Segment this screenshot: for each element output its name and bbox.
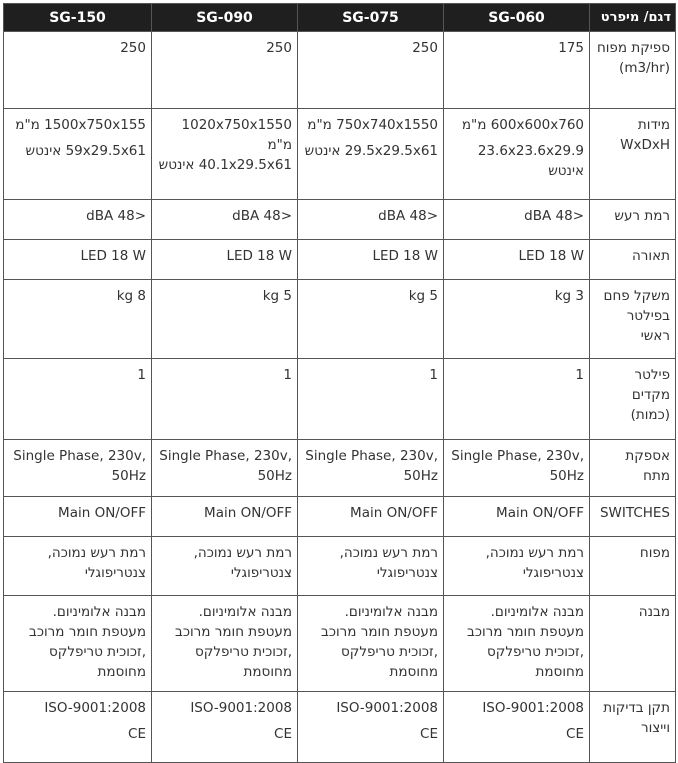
cell-dimensions-sg075 (298, 109, 444, 200)
row-label-dimensions: מידות WxDxH (590, 109, 676, 200)
cell-prefilter-sg150: 1 (4, 359, 152, 440)
cell-power-sg150: Single Phase, 230v, 50Hz (4, 440, 152, 497)
cell-carbon-weight-sg090: 5 kg (152, 280, 298, 359)
row-label-switches: SWITCHES (590, 497, 676, 537)
cell-lighting-sg090: LED 18 W (152, 240, 298, 280)
row-label-carbon-weight: משקל פחם בפילטר ראשי (590, 280, 676, 359)
cell-standard-sg150 (4, 692, 152, 763)
row-lighting (4, 240, 676, 280)
cell-fan-sg060: רמת רעש נמוכה, צנטריפוגלי (444, 537, 590, 596)
row-label-fan: מפוח (590, 537, 676, 596)
cell-standard-sg060 (444, 692, 590, 763)
cell-prefilter-sg060: 1 (444, 359, 590, 440)
standard-ce: CE (128, 726, 146, 742)
cell-structure-sg090: מבנה אלומיניום. מעטפת חומר מרוכב ,זכוכית טריפלקס מחוסמת (152, 596, 298, 692)
cell-prefilter-sg075: 1 (298, 359, 444, 440)
cell-lighting-sg075: LED 18 W (298, 240, 444, 280)
cell-noise-sg090: <48 dBA (152, 200, 298, 240)
row-standard (4, 692, 676, 763)
cell-fan-sg075: רמת רעש נמוכה, צנטריפוגלי (298, 537, 444, 596)
cell-fan-sg090: רמת רעש נמוכה, צנטריפוגלי (152, 537, 298, 596)
cell-noise-sg075: <48 dBA (298, 200, 444, 240)
cell-carbon-weight-sg150: 8 kg (4, 280, 152, 359)
cell-standard-sg075 (298, 692, 444, 763)
cell-noise-sg150: <48 dBA (4, 200, 152, 240)
row-fan (4, 537, 676, 596)
cell-power-sg075: Single Phase, 230v, 50Hz (298, 440, 444, 497)
cell-carbon-weight-sg060: 3 kg (444, 280, 590, 359)
dimensions-inch: 59x29.5x61 אינטש (25, 143, 146, 159)
row-label-prefilter: פילטר מקדים (כמות) (590, 359, 676, 440)
cell-airflow-sg090: 250 (152, 32, 298, 109)
cell-lighting-sg150: LED 18 W (4, 240, 152, 280)
row-noise (4, 200, 676, 240)
standard-iso: ISO-9001:2008 (336, 700, 438, 716)
cell-structure-sg150: מבנה אלומיניום. מעטפת חומר מרוכב ,זכוכית טריפלקס מחוסמת (4, 596, 152, 692)
header-label: דגם/ מיפרט (590, 4, 676, 32)
header-model-sg090: SG-090 (152, 4, 298, 32)
row-switches (4, 497, 676, 537)
cell-airflow-sg060: 175 (444, 32, 590, 109)
dimensions-mm: 1020x750x1550 מ"מ (181, 117, 292, 153)
header-model-sg150: SG-150 (4, 4, 152, 32)
header-model-sg060: SG-060 (444, 4, 590, 32)
cell-standard-sg090 (152, 692, 298, 763)
dimensions-inch: 23.6x23.6x29.9 אינטש (477, 143, 584, 179)
dimensions-mm: 600x600x760 מ"מ (461, 117, 584, 133)
cell-prefilter-sg090: 1 (152, 359, 298, 440)
dimensions-inch: 29.5x29.5x61 אינטש (304, 143, 438, 159)
row-label-power: אספקת מתח (590, 440, 676, 497)
cell-noise-sg060: <48 dBA (444, 200, 590, 240)
row-label-standard: תקן בדיקות וייצור (590, 692, 676, 763)
cell-switches-sg075: Main ON/OFF (298, 497, 444, 537)
cell-switches-sg150: Main ON/OFF (4, 497, 152, 537)
cell-dimensions-sg060 (444, 109, 590, 200)
cell-airflow-sg150: 250 (4, 32, 152, 109)
cell-structure-sg060: מבנה אלומיניום. מעטפת חומר מרוכב ,זכוכית טריפלקס מחוסמת (444, 596, 590, 692)
row-label-airflow: ספיקת מפוח (m3/hr) (590, 32, 676, 109)
standard-ce: CE (566, 726, 584, 742)
cell-structure-sg075: מבנה אלומיניום. מעטפת חומר מרוכב ,זכוכית טריפלקס מחוסמת (298, 596, 444, 692)
cell-power-sg090: Single Phase, 230v, 50Hz (152, 440, 298, 497)
cell-dimensions-sg090 (152, 109, 298, 200)
standard-iso: ISO-9001:2008 (44, 700, 146, 716)
row-power (4, 440, 676, 497)
row-dimensions (4, 109, 676, 200)
row-structure (4, 596, 676, 692)
row-label-structure: מבנה (590, 596, 676, 692)
cell-power-sg060: Single Phase, 230v, 50Hz (444, 440, 590, 497)
cell-switches-sg060: Main ON/OFF (444, 497, 590, 537)
standard-iso: ISO-9001:2008 (190, 700, 292, 716)
row-airflow (4, 32, 676, 109)
row-carbon-weight (4, 280, 676, 359)
dimensions-inch: 40.1x29.5x61 אינטש (158, 157, 292, 173)
cell-airflow-sg075: 250 (298, 32, 444, 109)
cell-fan-sg150: רמת רעש נמוכה, צנטריפוגלי (4, 537, 152, 596)
standard-ce: CE (420, 726, 438, 742)
cell-lighting-sg060: LED 18 W (444, 240, 590, 280)
dimensions-mm: 750x740x1550 מ"מ (307, 117, 438, 133)
cell-switches-sg090: Main ON/OFF (152, 497, 298, 537)
row-label-lighting: תאורה (590, 240, 676, 280)
standard-iso: ISO-9001:2008 (482, 700, 584, 716)
dimensions-mm: 1500x750x155 מ"מ (15, 117, 146, 133)
row-label-noise: רמת רעש (590, 200, 676, 240)
cell-dimensions-sg150 (4, 109, 152, 200)
spec-table (3, 3, 676, 763)
row-prefilter (4, 359, 676, 440)
header-row (4, 4, 676, 32)
cell-carbon-weight-sg075: 5 kg (298, 280, 444, 359)
standard-ce: CE (274, 726, 292, 742)
header-model-sg075: SG-075 (298, 4, 444, 32)
